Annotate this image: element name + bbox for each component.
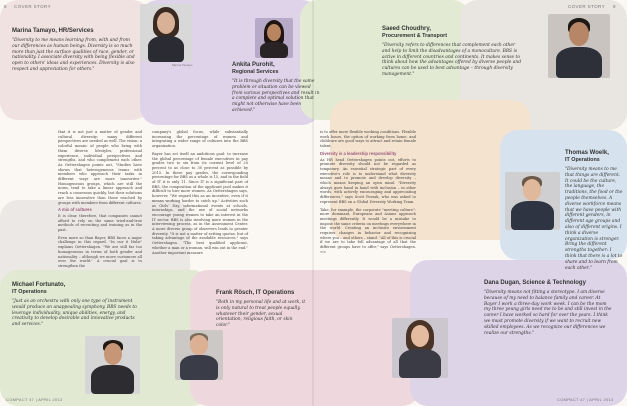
- photo-saeed: [548, 14, 610, 78]
- person-name: Saeed Choudhry,: [382, 26, 431, 32]
- person-ankita: [232, 62, 322, 114]
- header-right-page: 9: [613, 4, 616, 9]
- page-gutter: [312, 0, 314, 406]
- article-subhead: A mix of cultures: [58, 207, 92, 213]
- footer-left: COMPACT 47 | APRIL 2013: [6, 397, 63, 402]
- footer-right: COMPACT 47 | APRIL 2013: [557, 397, 614, 402]
- person-saeed: [382, 26, 522, 78]
- article-paragraph: As HR head Oettershagen points out, efforts to promote diversity should not be regarded as temporary. An essential strategic part of every executive's role is to understand what diversity means and to promote and develop diversity – which means keeping an open mind. "Diversity always goes hand in hand with inclusion – in other words, with actively encouraging and appreciating differences," says Scott Porzak, who was asked to represent BBS on a Global Diversity Working Team.: [320, 157, 416, 204]
- person-quote: "Diversity to me means learning from, with and from our differences as human beings. Diversity is so much more than just the surface qualities of race, gender, or nationality. I associate diversity with being flexible and open to others' ideas and experiences. Diversity is also respect and appreciation for others.": [12, 38, 135, 72]
- person-michael: [12, 282, 142, 328]
- person-title: Procurement & Transport: [382, 33, 448, 39]
- person-thomas: [565, 150, 623, 271]
- photo-dana: [392, 318, 448, 378]
- photo-marina: [140, 4, 192, 62]
- person-title: IT Operations: [12, 289, 47, 295]
- header-left-section: COVER STORY: [14, 4, 51, 9]
- article-column-2: [152, 130, 248, 258]
- article-column-3: [320, 130, 416, 258]
- person-quote: "It is through diversity that the same problem or situation can be viewed from various perspectives and result in a complete and optimal solution that might not otherwise have been achieved.": [232, 79, 320, 113]
- person-title: Regional Services: [232, 69, 279, 75]
- person-marina: [12, 28, 137, 73]
- article-paragraph: It is clear, therefore, that companies cannot afford to rely on the same tried-and-true methods of recruiting and training as in the past.: [58, 213, 142, 233]
- person-dana: [484, 280, 614, 336]
- person-name: Dana Dugan, Science & Technology: [484, 280, 586, 286]
- person-name: Frank Rösch, IT Operations: [216, 290, 295, 296]
- person-name: Ankita Purohit,: [232, 62, 275, 68]
- person-quote: "Just as an orchestra with only one type of instrument would produce an unappealing symphony, BBS needs to leverage individuality, unique abilities, energy, and creativity to develop desirable and innovative products and services.": [12, 299, 137, 328]
- person-quote: "Diversity means to me that things are different. It could be the culture, the language, the traditions, the food or the people themselves. A diverse workforce means that we have people with different genders, in different age groups and also of different origins. I think a diverse organization is stronger. Bring the different strengths together: I think that there is a lot to share and to learn from each other.": [565, 167, 623, 271]
- photo-caption: Marina Tamayo: [172, 63, 193, 67]
- person-name: Marina Tamayo, HR/Services: [12, 28, 94, 34]
- person-name: Thomas Woelk,: [565, 150, 609, 156]
- article-column-1: [58, 130, 142, 272]
- article-subhead: Diversity is a leadership responsibility: [320, 150, 397, 156]
- photo-michael: [85, 336, 140, 394]
- photo-thomas: [505, 172, 560, 230]
- article-paragraph: company's global focus, while substantially increasing the percentage of women and integrating a wider range of cultures into the BBS organization.: [152, 130, 248, 149]
- person-quote: "Both in my personal life and at work, it is only natural to treat people equally, whatever their gender, sexual orientation, religious faith, or skin color.": [216, 300, 306, 329]
- person-frank: [216, 290, 308, 329]
- photo-frank: [175, 330, 223, 380]
- header-right-section: COVER STORY: [568, 4, 605, 9]
- article-paragraph: Bayer has set itself an ambitious goal: to increase the global percentage of female executives in pay grades two to six from its current level of 20 percent to as close to 30 percent as possible by 2015. In these pay grades, the corresponding percentage for BBS as a whole is 15, and in the field of IT it is only 11. Since IT is a significant part of BBS, the composition of the applicant pool makes it difficult to hire more women. As Oettershagen says, however, "We regard this as an incentive, even if it means working harder to catch up." Activities such as Girls' Day, informational events at schools, internships, and the use of social networks encourage young women to take an interest in the IT sector. BBS is also involving more women in the interviewing process, as in the Assessment Center. A more diverse group of observers leads to greater diversity. "It is not a matter of setting quotas, but of taking advantage of the available resources," says Oettershagen. "The best qualified applicant, whether a man or a woman, will win out in the end." Another important measure: [152, 151, 248, 255]
- article-paragraph: Even more so than Bayer, BBS faces a major challenge in this regard. "In our 6 Hubs" explains Oettershagen. "We are still far too homogeneous in terms of both gender and nationality – although we move customers all over the world." A crucial goal is to strengthen the: [58, 235, 142, 268]
- photo-ankita: [255, 18, 293, 58]
- person-name: Michael Fortunato,: [12, 282, 66, 288]
- person-title: IT Operations: [565, 157, 600, 163]
- article-paragraph: Take, for example, the corporate "meeting culture": more dominant, Europeans and Asians approach meetings differently. It would be a mistake to impose the same criteria on meetings everywhere in the world. Creating an inclusive environment requires changes in behavior and recognizing where you – and others – stand. "All of this is crucial if we are to take full advantage of all that the different groups have to offer," says Oettershagen. <<: [320, 207, 416, 254]
- article-paragraph: is to offer more flexible working conditions. Flexible work hours, the option of working from home, and childcare are good ways to attract and retain female talent.: [320, 130, 416, 149]
- header-left-page: 8: [4, 4, 7, 9]
- person-quote: "Diversity refers to differences that complement each other and help to limit the disadvantages of a monoculture. BBS is active in different countries and continents. It makes sense to think about how the advantages offered by diverse people and cultures can be used to best advantage – through diversity management.": [382, 43, 522, 77]
- person-quote: "Diversity means not fitting a stereotype. I am diverse because of my need to balance family and career. At Bayer I work a three-day work week. I can be the mom my three young girls need me to be and still invest in the career I have worked so hard for over the years. I think we must promote diversity if we want to recruit new skilled employees. As we recognize our differences we realize our strengths.": [484, 290, 612, 336]
- article-paragraph: that it is not just a matter of gender and cultural diversity: many different perspectives are needed as well. The vision: a colorful mosaic of people who bring with them diverse lifestyles, professional experience, individual perspectives and strengths, and who complement each other. As Oettershagen points out, "Studies have shown that heterogeneous teams with members who approach their tasks in different ways are more innovative." Homogeneous groups, which are still the norm, tend to take a linear approach and reach a consensus quickly, but their solutions are less innovative than those reached by groups with members from different cultures.: [58, 130, 142, 205]
